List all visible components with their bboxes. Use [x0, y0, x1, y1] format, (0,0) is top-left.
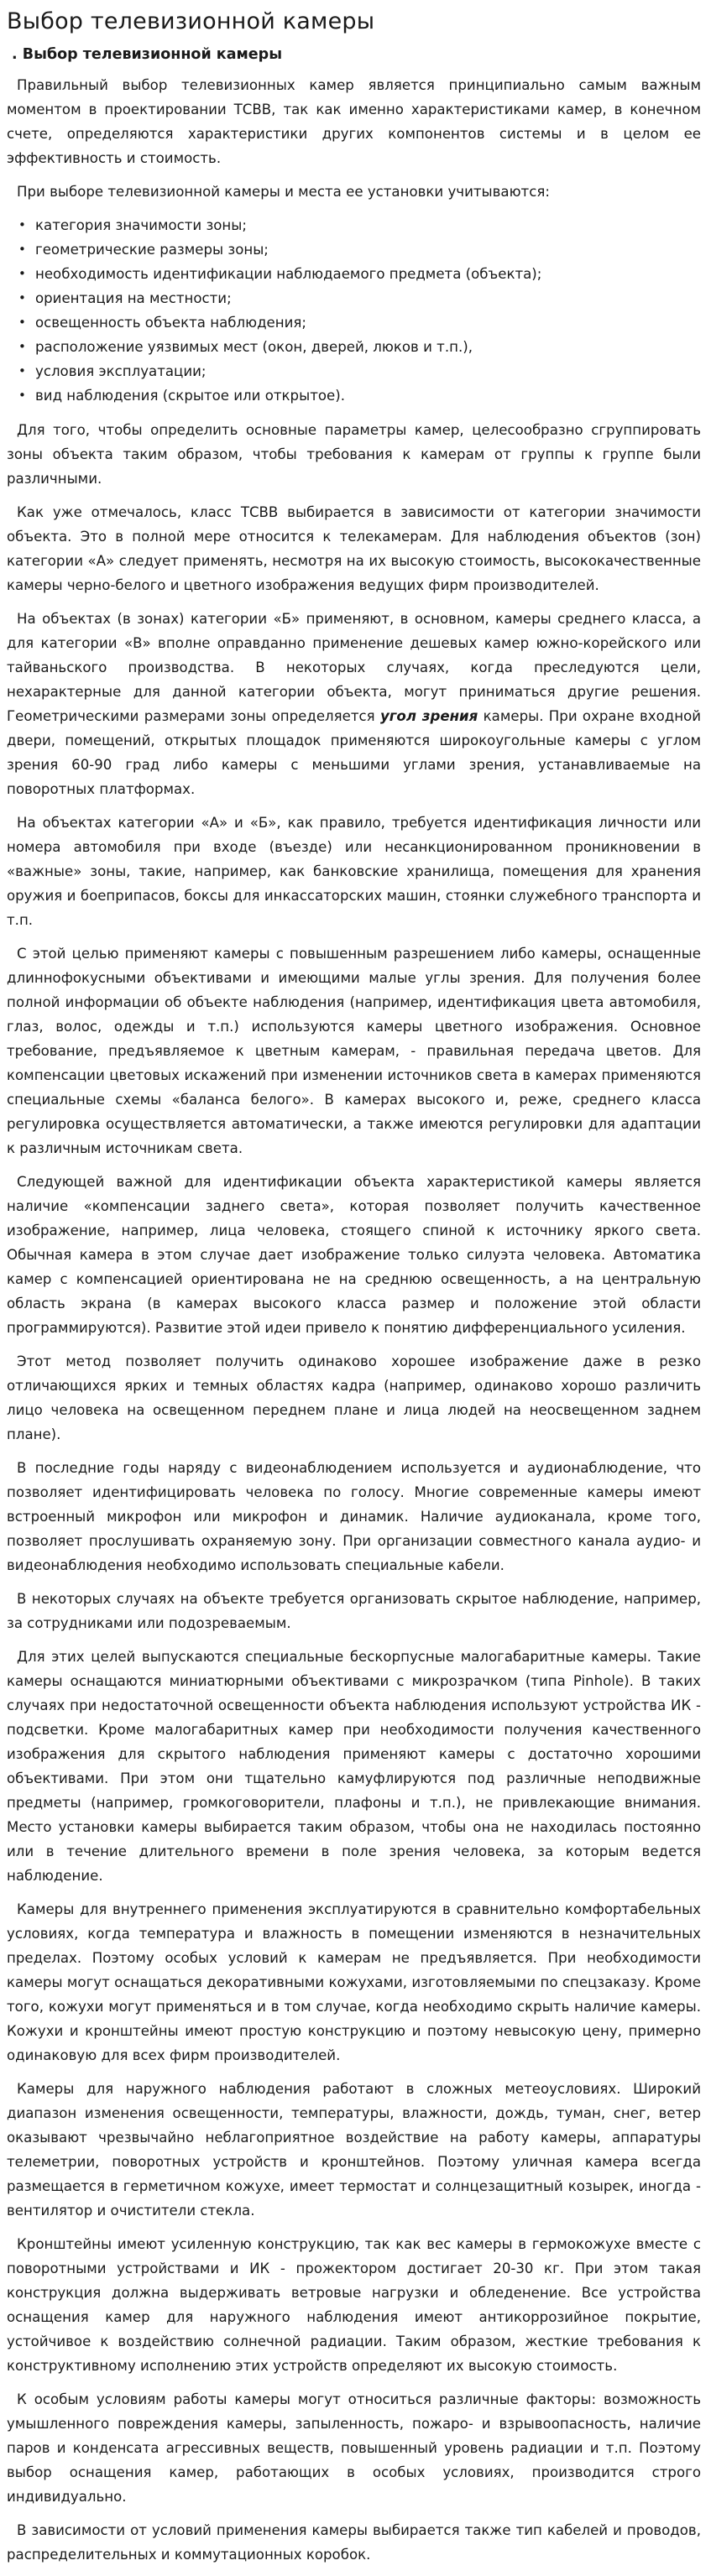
- intro-paragraph: Правильный выбор телевизионных камер является принципиально самым важным моментом в проектировании ТСВВ, так как именно характеристиками камер, в конечном счете, определяются характеристики других компонентов системы и в целом ее эффективность и стоимость.: [7, 77, 701, 166]
- list-item: • ориентация на местности;: [35, 286, 701, 310]
- body-paragraph: Этот метод позволяет получить одинаково хорошее изображение даже в резко отличающихся ярких и темных областях кадра (например, одинаково хорошо различить лицо человека на освещенном переднем плане и лица людей на неосвещенном заднем плане).: [7, 1353, 701, 1442]
- body-paragraph: В зависимости от условий применения камеры выбирается также тип кабелей и проводов, распределительных и коммутационных коробок.: [7, 2522, 701, 2563]
- body-paragraph: К особым условиям работы камеры могут относиться различные факторы: возможность умышленного повреждения камеры, запыленность, пожаро- и взрывоопасность, наличие паров и конденсата агрессивных веществ, повышенный уровень радиации и т.п. Поэтому выбор оснащения камер, работающих в особых условиях, производится строго индивидуально.: [7, 2391, 701, 2505]
- criteria-list: [7, 213, 701, 408]
- body-paragraph: Следующей важной для идентификации объекта характеристикой камеры является наличие «компенсации заднего света», которая позволяет получить качественное изображение, например, лица человека, стоящего спиной к источнику яркого света. Обычная камера в этом случае дает изображение только силуэта человека. Автоматика камер с компенсацией ориентирована не на среднюю освещенность, а на центральную область экрана (в камерах высокого класса размер и положение этой области программируются). Развитие этой идеи привело к понятию дифференциального усиления.: [7, 1174, 701, 1336]
- body-paragraph: В некоторых случаях на объекте требуется организовать скрытое наблюдение, например, за сотрудниками или подозреваемым.: [7, 1591, 701, 1631]
- body-paragraph: Камеры для внутреннего применения эксплуатируются в сравнительно комфортабельных условиях, когда температура и влажность в помещении изменяются в незначительных пределах. Поэтому особых условий к камерам не предъявляется. При необходимости камеры могут оснащаться декоративными кожухами, изготовляемыми по спецзаказу. Кроме того, кожухи могут применяться и в том случае, когда необходимо скрыть наличие камеры. Кожухи и кронштейны имеют простую конструкцию и поэтому невысокую цену, примерно одинаковую для всех фирм производителей.: [7, 1901, 701, 2063]
- page-title: Выбор телевизионной камеры: [7, 8, 375, 34]
- list-item: • вид наблюдения (скрытое или открытое).: [35, 383, 701, 408]
- list-item: • освещенность объекта наблюдения;: [35, 310, 701, 335]
- text-run: камеры. При охране входной двери, помещений, открытых площадок применяются широкоугольные камеры с углом зрения 60-90 град либо камеры с меньшими углами зрения, устанавливаемые на поворотных платформах.: [7, 708, 702, 797]
- body-paragraph: Для этих целей выпускаются специальные бескорпусные малогабаритные камеры. Такие камеры оснащаются миниатюрными объективами с микрозрачком (типа Pinhole). В таких случаях при недостаточной освещенности объекта наблюдения используют устройства ИК - подсветки. Кроме малогабаритных камер при необходимости получения качественного изображения для скрытого наблюдения применяют камеры с достаточно хорошими объективами. При этом они тщательно камуфлируются под различные неподвижные предметы (например, громкоговорители, плафоны и т.п.), не привлекающие внимания. Место установки камеры выбирается таким образом, чтобы она не находилась постоянно или в течение длительного времени в поле зрения человека, за которым ведется наблюдение.: [7, 1649, 701, 1884]
- text-run: На объектах (в зонах) категории «Б» применяют, в основном, камеры среднего класса, а для категории «В» вполне оправданно применение дешевых камер южно-корейского или тайваньского производства. В некоторых случаях, когда преследуются цели, нехарактерные для данной категории объекта, могут приниматься другие решения. Геометрическими размерами зоны определяется: [7, 611, 701, 724]
- body-paragraph: На объектах категории «А» и «Б», как правило, требуется идентификация личности или номера автомобиля при входе (въезде) или несанкционированном проникновении в «важные» зоны, такие, например, как банковские хранилища, помещения для хранения оружия и боеприпасов, боксы для инкассаторских машин, стоянки служебного транспорта и т.п.: [7, 815, 701, 928]
- list-item: • условия эксплуатации;: [35, 359, 701, 383]
- list-item: • геометрические размеры зоны;: [35, 237, 701, 262]
- body-paragraph: Кронштейны имеют усиленную конструкцию, так как вес камеры в гермокожухе вместе с поворотными устройствами и ИК - прожектором достигает 20-30 кг. При этом такая конструкция должна выдерживать ветровые нагрузки и обледенение. Все устройства оснащения камер для наружного наблюдения имеют антикоррозийное покрытие, устойчивое к воздействию солнечной радиации. Таким образом, жесткие требования к конструктивному исполнению этих устройств определяют их высокую стоимость.: [7, 2236, 701, 2374]
- list-item: • необходимость идентификации наблюдаемого предмета (объекта);: [35, 262, 701, 286]
- section-heading: . Выбор телевизионной камеры: [12, 46, 283, 63]
- body-paragraph: Как уже отмечалось, класс ТСВВ выбирается в зависимости от категории значимости объекта. Это в полной мере относится к телекамерам. Для наблюдения объектов (зон) категории «А» следует применять, несмотря на их высокую стоимость, высококачественные камеры черно-белого и цветного изображения ведущих фирм производителей.: [7, 504, 701, 593]
- list-item: • категория значимости зоны;: [35, 213, 701, 237]
- body-paragraph: С этой целью применяют камеры с повышенным разрешением либо камеры, оснащенные длиннофокусными объективами и имеющими малые углы зрения. Для получения более полной информации об объекте наблюдения (например, идентификация цвета автомобиля, глаз, волос, одежды и т.п.) используются камеры цветного изображения. Основное требование, предъявляемое к цветным камерам, - правильная передача цветов. Для компенсации цветовых искажений при изменении источников света в камерах применяются специальные схемы «баланса белого». В камерах высокого и, реже, среднего класса регулировка осуществляется автоматически, а также имеются регулировки для адаптации к различным источникам света.: [7, 946, 701, 1156]
- emphasis-term: угол зрения: [379, 708, 478, 724]
- body-paragraph: [7, 607, 701, 801]
- body-paragraph: Для того, чтобы определить основные параметры камер, целесообразно сгруппировать зоны объекта таким образом, чтобы требования к камерам от группы к группе были различными.: [7, 422, 701, 487]
- criteria-intro: При выборе телевизионной камеры и места ее установки учитываются:: [17, 184, 550, 200]
- body-paragraph: В последние годы наряду с видеонаблюдением используется и аудионаблюдение, что позволяет идентифицировать человека по голосу. Многие современные камеры имеют встроенный микрофон или микрофон и динамик. Наличие аудиоканала, кроме того, позволяет прослушивать охраняемую зону. При организации совместного канала аудио- и видеонаблюдения необходимо использовать специальные кабели.: [7, 1460, 701, 1573]
- list-item: • расположение уязвимых мест (окон, дверей, люков и т.п.),: [35, 335, 701, 359]
- body-paragraph: Камеры для наружного наблюдения работают в сложных метеоусловиях. Широкий диапазон изменения освещенности, температуры, влажности, дождь, туман, снег, ветер оказывают чрезвычайно неблагоприятное воздействие на работу камеры, аппаратуры телеметрии, поворотных устройств и кронштейнов. Поэтому уличная камера всегда размещается в герметичном кожухе, имеет термостат и солнцезащитный козырек, иногда - вентилятор и очистители стекла.: [7, 2081, 701, 2219]
